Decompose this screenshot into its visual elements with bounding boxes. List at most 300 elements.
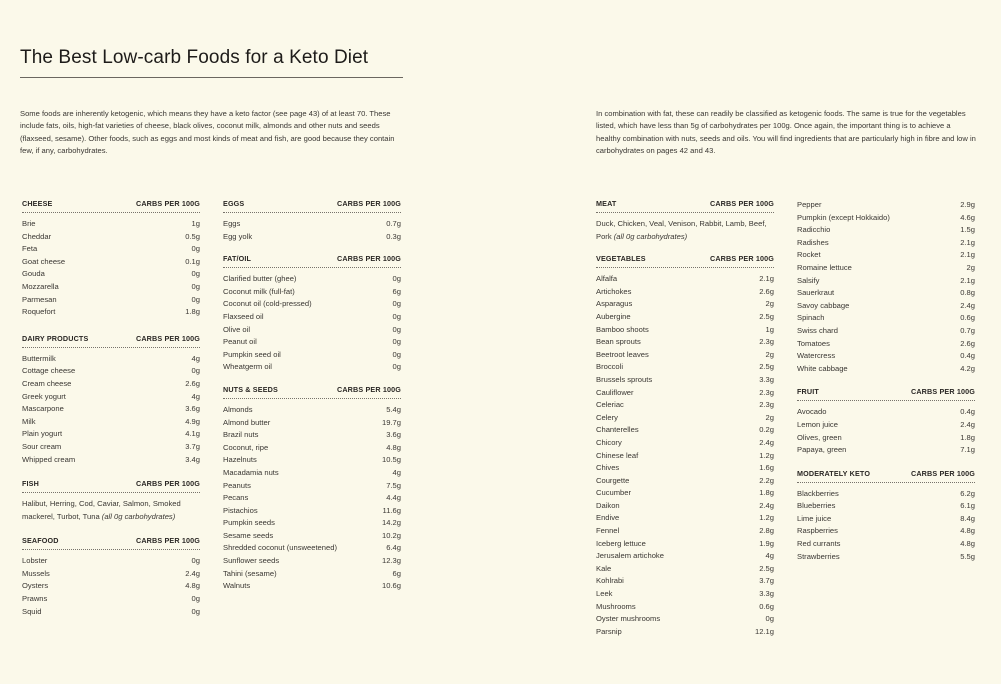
- food-name: Coconut milk (full-fat): [223, 286, 295, 296]
- food-row: [797, 312, 975, 325]
- food-name: Kale: [596, 563, 612, 573]
- carb-value: 2g: [966, 262, 975, 272]
- food-name: Pumpkin seeds: [223, 518, 275, 528]
- food-row: [22, 256, 200, 269]
- carb-value: 2.5g: [759, 563, 774, 573]
- food-row: [22, 218, 200, 231]
- carb-value: 1.8g: [759, 488, 774, 498]
- food-name: Mascarpone: [22, 404, 64, 414]
- section-header: [22, 333, 200, 343]
- food-row: [22, 391, 200, 404]
- food-name: Cream cheese: [22, 378, 72, 388]
- section-header: [22, 478, 200, 488]
- food-row: [223, 442, 401, 455]
- carb-value: 0g: [191, 269, 200, 279]
- carb-value: 2.1g: [960, 237, 975, 247]
- food-row: [797, 224, 975, 237]
- food-row: [223, 273, 401, 286]
- food-list-text: [22, 498, 200, 523]
- food-name: Romaine lettuce: [797, 262, 852, 272]
- food-name: Swiss chard: [797, 325, 838, 335]
- carb-value: 4.8g: [960, 539, 975, 549]
- carb-value: 4.8g: [185, 581, 200, 591]
- food-row: [223, 298, 401, 311]
- food-name: Courgette: [596, 475, 630, 485]
- food-name: Oyster mushrooms: [596, 614, 661, 624]
- carb-value: 2.3g: [759, 387, 774, 397]
- column-unit-label: CARBS PER 100G: [135, 333, 200, 343]
- section-title: DAIRY PRODUCTS: [22, 333, 89, 343]
- carb-value: 4g: [765, 551, 774, 561]
- food-row: [22, 593, 200, 606]
- carb-value: 2g: [765, 299, 774, 309]
- food-row: [596, 412, 774, 425]
- section-title: FRUIT: [797, 387, 819, 397]
- food-name: Olives, green: [797, 432, 842, 442]
- carb-value: 0g: [191, 594, 200, 604]
- food-name: Peanuts: [223, 480, 251, 490]
- column-unit-label: CARBS PER 100G: [709, 254, 774, 264]
- carb-value: 4g: [191, 353, 200, 363]
- food-name: Fennel: [596, 526, 620, 536]
- food-row: [223, 505, 401, 518]
- food-name: Greek yogurt: [22, 391, 66, 401]
- food-name: Walnuts: [223, 581, 251, 591]
- food-row: [797, 325, 975, 338]
- section-eggs: [223, 198, 401, 243]
- carb-value: 2.3g: [759, 400, 774, 410]
- food-name: Cauliflower: [596, 387, 634, 397]
- section-moderately-keto: [797, 468, 975, 564]
- carb-value: 4.2g: [960, 363, 975, 373]
- section-cheese: [22, 198, 200, 319]
- food-name: Rocket: [797, 250, 821, 260]
- food-row: [22, 365, 200, 378]
- food-row: [223, 580, 401, 593]
- carb-value: 3.6g: [386, 430, 401, 440]
- section-title: EGGS: [223, 199, 245, 208]
- carb-value: 10.5g: [381, 455, 401, 465]
- carb-value: 0.6g: [759, 601, 774, 611]
- food-name: Pumpkin (except Hokkaido): [797, 212, 890, 222]
- food-row: [596, 387, 774, 400]
- column-unit-label: CARBS PER 100G: [135, 536, 200, 546]
- section-nuts-seeds: [223, 384, 401, 593]
- carb-value: 4.8g: [960, 526, 975, 536]
- food-row: [223, 454, 401, 467]
- food-row: [797, 444, 975, 457]
- section-fish: [22, 478, 200, 523]
- food-name: Olive oil: [223, 324, 251, 334]
- dotted-divider: [223, 212, 401, 213]
- carb-value: 4.4g: [386, 493, 401, 503]
- dotted-divider: [22, 549, 200, 550]
- carb-note: (all 0g carbohydrates): [613, 231, 688, 241]
- carb-value: 3.7g: [185, 441, 200, 451]
- section-title: MODERATELY KETO: [797, 468, 871, 478]
- food-name: Feta: [22, 244, 38, 254]
- food-name: Pumpkin seed oil: [223, 349, 281, 359]
- column-unit-label: CARBS PER 100G: [910, 387, 975, 397]
- food-row: [223, 218, 401, 231]
- food-name: Lime juice: [797, 513, 832, 523]
- food-row: [596, 575, 774, 588]
- carb-value: 0.7g: [960, 325, 975, 335]
- carb-value: 2.4g: [759, 500, 774, 510]
- food-list-text: [596, 218, 774, 243]
- food-name: Whipped cream: [22, 454, 76, 464]
- food-name: Wheatgerm oil: [223, 362, 272, 372]
- food-name: Chinese leaf: [596, 450, 639, 460]
- carb-value: 0g: [191, 606, 200, 616]
- food-row: [596, 450, 774, 463]
- food-row: [22, 441, 200, 454]
- food-row: [797, 363, 975, 376]
- food-row: [797, 432, 975, 445]
- food-name: Tomatoes: [797, 338, 830, 348]
- carb-value: 3.3g: [759, 589, 774, 599]
- section-fat-oil: [223, 253, 401, 374]
- section-title: FAT/OIL: [223, 254, 252, 264]
- food-row: [596, 588, 774, 601]
- food-row: [223, 349, 401, 362]
- carb-value: 6g: [392, 568, 401, 578]
- dotted-divider: [596, 212, 774, 213]
- food-row: [797, 500, 975, 513]
- food-row: [596, 462, 774, 475]
- food-name: Blueberries: [797, 501, 836, 511]
- carb-value: 2.1g: [960, 275, 975, 285]
- carb-value: 8.4g: [960, 513, 975, 523]
- food-row: [223, 361, 401, 374]
- food-name: Sour cream: [22, 441, 62, 451]
- carb-value: 0.1g: [185, 256, 200, 266]
- food-name: Sesame seeds: [223, 530, 274, 540]
- food-row: [596, 487, 774, 500]
- section-seafood: [22, 535, 200, 618]
- food-name: Radicchio: [797, 225, 831, 235]
- carb-value: 2.4g: [960, 419, 975, 429]
- food-row: [223, 530, 401, 543]
- food-name: Buttermilk: [22, 353, 56, 363]
- food-name: Parmesan: [22, 294, 57, 304]
- food-name: Avocado: [797, 407, 827, 417]
- carb-value: 0g: [191, 294, 200, 304]
- carb-value: 0g: [765, 614, 774, 624]
- food-name: Gouda: [22, 269, 45, 279]
- food-row: [596, 500, 774, 513]
- food-row: [223, 568, 401, 581]
- food-row: [223, 480, 401, 493]
- food-name: Brussels sprouts: [596, 374, 653, 384]
- food-row: [223, 542, 401, 555]
- food-row: [797, 551, 975, 564]
- section-header: [223, 253, 401, 263]
- food-name: Bamboo shoots: [596, 324, 649, 334]
- carb-value: 5.5g: [960, 551, 975, 561]
- food-row: [22, 306, 200, 319]
- food-row: [596, 437, 774, 450]
- carb-value: 3.3g: [759, 374, 774, 384]
- food-row: [797, 199, 975, 212]
- food-row: [797, 249, 975, 262]
- section-vegetables: [596, 253, 774, 638]
- food-row: [22, 416, 200, 429]
- food-name: Chicory: [596, 437, 622, 447]
- carb-value: 0g: [191, 556, 200, 566]
- carb-value: 0.2g: [759, 425, 774, 435]
- food-row: [22, 403, 200, 416]
- food-name: Mushrooms: [596, 601, 636, 611]
- carb-value: 0g: [392, 337, 401, 347]
- carb-value: 3.6g: [185, 404, 200, 414]
- section-title: VEGETABLES: [596, 254, 646, 264]
- carb-value: 0.6g: [960, 313, 975, 323]
- food-name: Red currants: [797, 539, 841, 549]
- carb-value: 0.5g: [185, 231, 200, 241]
- carb-value: 10.2g: [381, 530, 401, 540]
- food-row: [596, 613, 774, 626]
- food-row: [22, 268, 200, 281]
- carb-value: 2.9g: [960, 200, 975, 209]
- dotted-divider: [797, 482, 975, 483]
- dotted-divider: [596, 267, 774, 268]
- food-name: White cabbage: [797, 363, 848, 373]
- food-name: Sauerkraut: [797, 288, 835, 298]
- column-unit-label: CARBS PER 100G: [336, 254, 401, 264]
- section-header: [223, 198, 401, 208]
- food-name: Shredded coconut (unsweetened): [223, 543, 337, 553]
- food-name: Leek: [596, 589, 613, 599]
- food-name: Radishes: [797, 237, 829, 247]
- food-name: Parsnip: [596, 626, 622, 636]
- carb-value: 0g: [392, 349, 401, 359]
- carb-value: 1.2g: [759, 450, 774, 460]
- carb-value: 5.4g: [386, 404, 401, 414]
- dotted-divider: [223, 267, 401, 268]
- carb-value: 2.6g: [185, 378, 200, 388]
- food-row: [596, 475, 774, 488]
- food-row: [596, 601, 774, 614]
- carb-value: 4.8g: [386, 442, 401, 452]
- food-name: Salsify: [797, 275, 820, 285]
- food-row: [223, 311, 401, 324]
- food-row: [22, 353, 200, 366]
- section-title: SEAFOOD: [22, 536, 59, 546]
- dotted-divider: [797, 400, 975, 401]
- food-name: Celeriac: [596, 400, 624, 410]
- food-name: Blackberries: [797, 488, 839, 498]
- food-row: [223, 324, 401, 337]
- column-unit-label: CARBS PER 100G: [135, 199, 200, 208]
- food-name: Pecans: [223, 493, 249, 503]
- food-row: [596, 512, 774, 525]
- column-2: [223, 198, 401, 607]
- section-header: [22, 198, 200, 208]
- section-fruit: [797, 386, 975, 456]
- food-name: Pistachios: [223, 505, 258, 515]
- food-name: Raspberries: [797, 526, 838, 536]
- column-unit-label: CARBS PER 100G: [135, 479, 200, 489]
- section-meat: [596, 198, 774, 243]
- food-name: Brie: [22, 219, 36, 228]
- food-row: [223, 417, 401, 430]
- intro-paragraph-right: In combination with fat, these can readily be classified as ketogenic foods. The same is true for the vegetables listed, which have less than 5g of carbohydrates per 100g. Once again, the important thing is to achieve a healthy combination with nuts, seeds and oils. You will find ingredients that are particularly high in fibre and low in carbohydrates on pages 42 and 43.: [596, 109, 976, 156]
- food-name: Strawberries: [797, 551, 840, 561]
- carb-value: 2.4g: [759, 437, 774, 447]
- carb-value: 3.4g: [185, 454, 200, 464]
- carb-value: 2.5g: [759, 362, 774, 372]
- column-unit-label: CARBS PER 100G: [336, 384, 401, 394]
- food-name: Chanterelles: [596, 425, 639, 435]
- food-row: [223, 404, 401, 417]
- food-name: Spinach: [797, 313, 825, 323]
- food-row: [22, 454, 200, 467]
- food-list: Halibut, Herring, Cod, Caviar, Salmon, Smoked mackerel, Turbot, Tuna: [22, 499, 181, 521]
- food-row: [22, 568, 200, 581]
- carb-value: 6.2g: [960, 488, 975, 498]
- food-row: [22, 294, 200, 307]
- food-row: [596, 336, 774, 349]
- food-row: [596, 424, 774, 437]
- food-name: Lemon juice: [797, 419, 838, 429]
- section-header: [22, 535, 200, 545]
- carb-value: 0g: [191, 366, 200, 376]
- carb-value: 4g: [191, 391, 200, 401]
- food-name: Celery: [596, 412, 618, 422]
- carb-value: 1.2g: [759, 513, 774, 523]
- carb-value: 1g: [765, 324, 774, 334]
- food-name: Hazelnuts: [223, 455, 257, 465]
- carb-note: (all 0g carbohydrates): [101, 511, 176, 521]
- carb-value: 4.1g: [185, 429, 200, 439]
- food-row: [797, 287, 975, 300]
- food-name: Almond butter: [223, 417, 271, 427]
- carb-value: 10.6g: [381, 581, 401, 591]
- food-row: [797, 488, 975, 501]
- food-row: [22, 428, 200, 441]
- food-row: [797, 275, 975, 288]
- food-row: [596, 525, 774, 538]
- food-name: Prawns: [22, 594, 48, 604]
- column-1: [22, 198, 200, 632]
- carb-value: 2.6g: [960, 338, 975, 348]
- carb-value: 0.3g: [386, 231, 401, 241]
- title-divider: [20, 77, 403, 78]
- food-name: Milk: [22, 416, 36, 426]
- food-name: Papaya, green: [797, 445, 847, 455]
- food-row: [22, 555, 200, 568]
- food-name: Endive: [596, 513, 620, 523]
- food-name: Flaxseed oil: [223, 311, 264, 321]
- food-row: [596, 273, 774, 286]
- column-unit-label: CARBS PER 100G: [910, 468, 975, 478]
- carb-value: 2.2g: [759, 475, 774, 485]
- food-row: [596, 550, 774, 563]
- carb-value: 6.4g: [386, 543, 401, 553]
- food-name: Tahini (sesame): [223, 568, 277, 578]
- food-name: Mussels: [22, 568, 50, 578]
- food-row: [596, 563, 774, 576]
- food-row: [22, 231, 200, 244]
- carb-value: 1.9g: [759, 538, 774, 548]
- carb-value: 11.6g: [382, 505, 401, 515]
- food-row: [797, 406, 975, 419]
- carb-value: 1.5g: [960, 225, 975, 235]
- food-row: [223, 336, 401, 349]
- food-row: [797, 513, 975, 526]
- carb-value: 1.8g: [960, 432, 975, 442]
- carb-value: 0g: [392, 324, 401, 334]
- food-row: [596, 324, 774, 337]
- carb-value: 7.1g: [960, 445, 975, 455]
- carb-value: 6.1g: [960, 501, 975, 511]
- carb-value: 4.9g: [185, 416, 200, 426]
- carb-value: 2g: [765, 349, 774, 359]
- section-vegetables-continued: [797, 199, 975, 375]
- carb-value: 0g: [191, 281, 200, 291]
- food-row: [223, 231, 401, 244]
- food-name: Plain yogurt: [22, 429, 63, 439]
- carb-value: 4g: [392, 467, 401, 477]
- carb-value: 2.3g: [759, 337, 774, 347]
- carb-value: 0g: [392, 274, 401, 284]
- carb-value: 0.4g: [960, 407, 975, 417]
- food-row: [596, 361, 774, 374]
- food-name: Jerusalem artichoke: [596, 551, 664, 561]
- column-4: [797, 199, 975, 577]
- section-header: [797, 468, 975, 478]
- food-name: Almonds: [223, 404, 253, 414]
- food-name: Sunflower seeds: [223, 556, 280, 566]
- food-row: [797, 338, 975, 351]
- section-header: [596, 198, 774, 208]
- carb-value: 0g: [392, 311, 401, 321]
- food-row: [596, 538, 774, 551]
- food-name: Artichokes: [596, 286, 632, 296]
- carb-value: 2.8g: [759, 526, 774, 536]
- page-title: The Best Low-carb Foods for a Keto Diet: [20, 46, 369, 68]
- food-row: [596, 298, 774, 311]
- food-row: [596, 626, 774, 639]
- food-name: Macadamia nuts: [223, 467, 279, 477]
- food-row: [797, 262, 975, 275]
- food-name: Bean sprouts: [596, 337, 641, 347]
- carb-value: 2g: [765, 412, 774, 422]
- food-row: [22, 378, 200, 391]
- section-header: [596, 253, 774, 263]
- carb-value: 0.8g: [960, 288, 975, 298]
- food-name: Watercress: [797, 351, 836, 361]
- dotted-divider: [22, 212, 200, 213]
- carb-value: 4.6g: [960, 212, 975, 222]
- intro-paragraph-left: Some foods are inherently ketogenic, which means they have a keto factor (see page 43) of at least 70. These include fats, oils, high-fat varieties of cheese, black olives, coconut milk, almonds and other nuts and seeds (flaxseed, sesame). Other foods, such as eggs and most kinds of meat and fish, are good because they contain few, if any, carbohydrates.: [20, 109, 395, 156]
- dotted-divider: [223, 398, 401, 399]
- food-name: Lobster: [22, 556, 48, 566]
- carb-value: 7.5g: [386, 480, 401, 490]
- carb-value: 2.4g: [185, 568, 200, 578]
- food-name: Broccoli: [596, 362, 624, 372]
- section-title: NUTS & SEEDS: [223, 384, 278, 394]
- food-name: Oysters: [22, 581, 49, 591]
- carb-value: 2.1g: [960, 250, 975, 260]
- carb-value: 0g: [392, 299, 401, 309]
- food-name: Cottage cheese: [22, 366, 76, 376]
- food-row: [223, 517, 401, 530]
- food-row: [797, 419, 975, 432]
- food-list: Duck, Chicken, Veal, Venison, Rabbit, Lamb, Beef, Pork: [596, 219, 767, 241]
- carb-value: 2.4g: [960, 300, 975, 310]
